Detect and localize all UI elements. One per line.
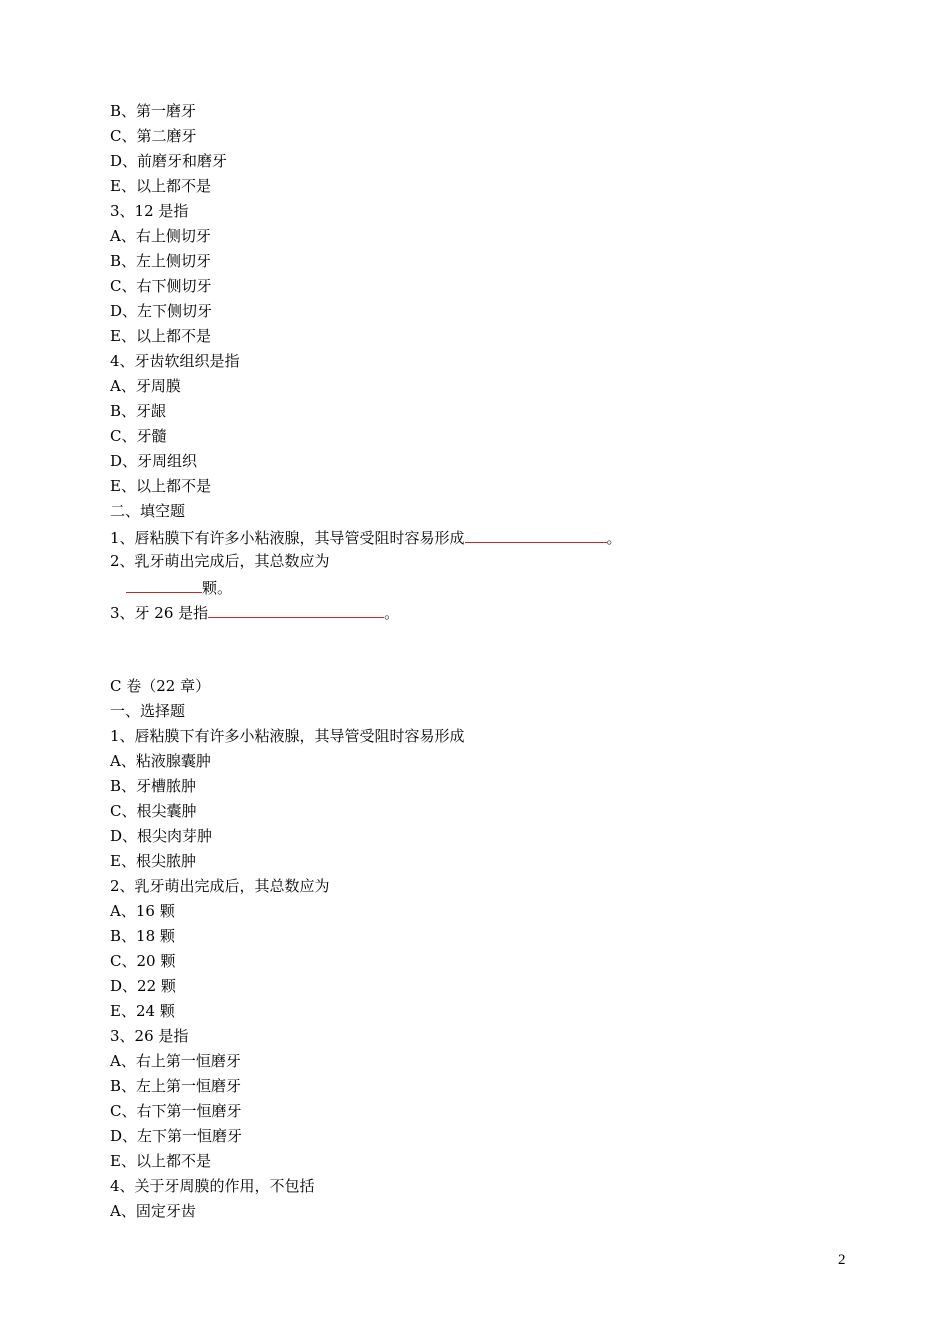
section-title: C 卷（22 章） <box>110 677 211 695</box>
option-line: C、根尖囊肿 <box>110 802 197 820</box>
option-line: A、牙周膜 <box>110 377 181 395</box>
option-line: A、右上第一恒磨牙 <box>110 1052 241 1070</box>
option-line: B、18 颗 <box>110 927 175 945</box>
option-line: D、前磨牙和磨牙 <box>110 152 228 170</box>
question-line: 1、唇粘膜下有许多小粘液腺，其导管受阻时容易形成 <box>110 727 465 745</box>
option-line: D、牙周组织 <box>110 452 198 470</box>
option-line: A、固定牙齿 <box>110 1202 196 1220</box>
option-line: C、右下第一恒磨牙 <box>110 1102 242 1120</box>
fill-in-text: 3、牙 26 是指 <box>110 604 209 622</box>
option-line: E、以上都不是 <box>110 177 211 195</box>
option-line: C、20 颗 <box>110 952 176 970</box>
fill-in-question: 2、乳牙萌出完成后，其总数应为 <box>110 552 330 570</box>
section-heading: 二、填空题 <box>110 502 186 520</box>
fill-in-end: 。 <box>384 604 400 622</box>
option-line: B、牙槽脓肿 <box>110 777 197 795</box>
answer-blank[interactable] <box>126 576 202 593</box>
option-line: E、24 颗 <box>110 1002 175 1020</box>
question-line: 3、26 是指 <box>110 1027 189 1045</box>
fill-in-end: 颗。 <box>202 579 233 597</box>
option-line: A、右上侧切牙 <box>110 227 211 245</box>
fill-in-question <box>110 601 399 623</box>
fill-in-text: 1、唇粘膜下有许多小粘液腺，其导管受阻时容易形成 <box>110 529 465 547</box>
fill-in-end: 。 <box>606 529 622 547</box>
fill-in-question <box>110 526 622 548</box>
option-line: E、以上都不是 <box>110 1152 211 1170</box>
option-line: C、牙髓 <box>110 427 167 445</box>
option-line: C、第二磨牙 <box>110 127 197 145</box>
page-number: 2 <box>838 1252 846 1268</box>
question-line: 4、牙齿软组织是指 <box>110 352 240 370</box>
answer-blank[interactable] <box>465 526 607 543</box>
section-heading: 一、选择题 <box>110 702 186 720</box>
question-line: 4、关于牙周膜的作用，不包括 <box>110 1177 315 1195</box>
fill-in-continuation <box>126 576 232 598</box>
option-line: B、左上第一恒磨牙 <box>110 1077 242 1095</box>
option-line: D、左下第一恒磨牙 <box>110 1127 243 1145</box>
option-line: E、以上都不是 <box>110 327 211 345</box>
option-line: A、粘液腺囊肿 <box>110 752 211 770</box>
option-line: E、以上都不是 <box>110 477 211 495</box>
option-line: D、22 颗 <box>110 977 176 995</box>
question-line: 3、12 是指 <box>110 202 189 220</box>
question-line: 2、乳牙萌出完成后，其总数应为 <box>110 877 330 895</box>
option-line: E、根尖脓肿 <box>110 852 196 870</box>
option-line: B、牙龈 <box>110 402 167 420</box>
option-line: D、根尖肉芽肿 <box>110 827 213 845</box>
answer-blank[interactable] <box>208 601 384 618</box>
option-line: A、16 颗 <box>110 902 175 920</box>
option-line: B、左上侧切牙 <box>110 252 212 270</box>
option-line: C、右下侧切牙 <box>110 277 212 295</box>
option-line: D、左下侧切牙 <box>110 302 213 320</box>
option-line: B、第一磨牙 <box>110 102 197 120</box>
